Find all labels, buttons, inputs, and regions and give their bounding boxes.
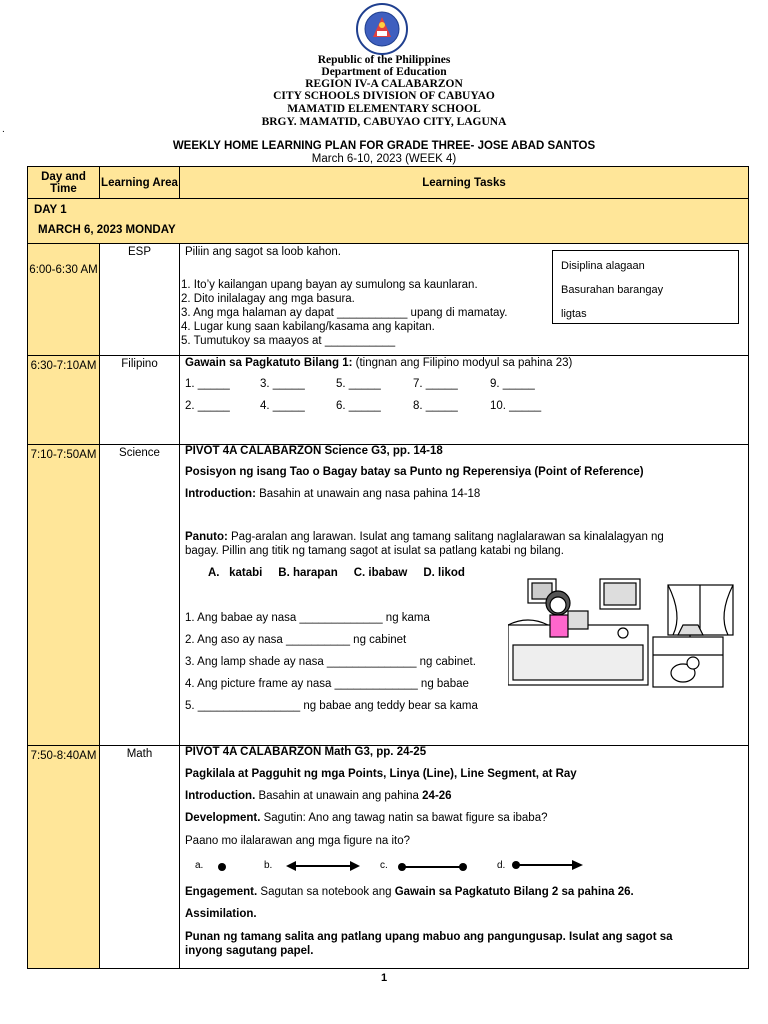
- figure-label-d: d.: [497, 860, 506, 871]
- figure-label-a: a.: [195, 860, 204, 871]
- figure-label-c: c.: [380, 860, 388, 871]
- esp-item-1: 1. Ito’y kailangan upang bayan ay sumulong sa kaunlaran.: [181, 279, 478, 291]
- filipino-time: 6:30-7:10AM: [28, 356, 100, 445]
- math-tasks: [180, 746, 749, 969]
- math-intro-text: Basahin at unawain ang pahina: [255, 790, 423, 802]
- esp-item-2: 2. Dito inilalagay ang mga basura.: [181, 293, 355, 305]
- filipino-blank-9: 9. _____: [490, 378, 535, 390]
- learning-plan-table: [27, 166, 749, 969]
- header-address: BRGY. MAMATID, CABUYAO CITY, LAGUNA: [261, 116, 507, 128]
- line-segment-figure: [398, 863, 467, 871]
- figure-label-b: b.: [264, 860, 273, 871]
- math-development: [185, 812, 548, 824]
- deped-seal-icon: [355, 3, 409, 55]
- math-dev-label: Development.: [185, 812, 261, 824]
- page-number: 1: [380, 972, 388, 984]
- filipino-blank-8: 8. _____: [413, 400, 458, 412]
- filipino-blank-5: 5. _____: [336, 378, 381, 390]
- esp-time: 6:00-6:30 AM: [28, 244, 100, 356]
- filipino-blank-6: 6. _____: [336, 400, 381, 412]
- esp-item-3: 3. Ang mga halaman ay dapat ___________ upang di mamatay.: [181, 307, 508, 319]
- header-region: REGION IV-A CALABARZON: [305, 78, 463, 90]
- math-area: Math: [100, 746, 180, 969]
- filipino-area: Filipino: [100, 356, 180, 445]
- science-intro-label: Introduction:: [185, 488, 256, 500]
- header-learning-area: Learning Area: [100, 167, 180, 199]
- day-date: MARCH 6, 2023 MONDAY: [38, 224, 176, 236]
- filipino-blank-4: 4. _____: [260, 400, 305, 412]
- science-item-3: 3. Ang lamp shade ay nasa ______________ ng cabinet.: [185, 656, 476, 668]
- math-final-line-1: Punan ng tamang salita ang patlang upang mabuo ang pangungusap. Isulat ang sagot sa: [185, 931, 673, 943]
- science-panuto-line2: bagay. Pillin ang titik ng tamang sagot at isulat sa patlang katabi ng bilang.: [185, 545, 564, 557]
- science-panuto: [185, 531, 664, 543]
- day-label: DAY 1: [34, 204, 67, 216]
- esp-item-4: 4. Lugar kung saan kabilang/kasama ang kapitan.: [181, 321, 435, 333]
- math-intro: [185, 790, 452, 802]
- filipino-heading-bold: Gawain sa Pagkatuto Bilang 1:: [185, 357, 353, 369]
- ray-figure: [512, 860, 583, 870]
- math-final-line-2: inyong sagutang papel.: [185, 945, 314, 957]
- filipino-heading: [185, 357, 572, 369]
- filipino-blank-2: 2. _____: [185, 400, 230, 412]
- header-republic: Republic of the Philippines: [317, 54, 451, 66]
- science-panuto-text: Pag-aralan ang larawan. Isulat ang tamang salitang naglalarawan sa kinalalagyan ng: [227, 531, 664, 543]
- header-learning-tasks: Learning Tasks: [180, 167, 749, 199]
- filipino-blank-3: 3. _____: [260, 378, 305, 390]
- science-choices: A. katabi B. harapan C. ibabaw D. likod: [208, 567, 465, 579]
- word-box-line-3: ligtas: [561, 308, 587, 320]
- math-eng-text: Sagutan sa notebook ang: [257, 886, 395, 898]
- page-title: WEEKLY HOME LEARNING PLAN FOR GRADE THREE- JOSE ABAD SANTOS: [172, 140, 596, 152]
- math-topic: Pagkilala at Pagguhit ng mga Points, Linya (Line), Line Segment, at Ray: [185, 768, 577, 780]
- line-figure: [286, 861, 360, 871]
- science-tasks: [180, 445, 749, 746]
- esp-area: ESP: [100, 244, 180, 356]
- esp-item-5: 5. Tumutukoy sa maayos at ___________: [181, 335, 396, 347]
- math-assimilation: Assimilation.: [185, 908, 257, 920]
- filipino-heading-rest: (tingnan ang Filipino modyul sa pahina 23): [352, 357, 573, 369]
- header-department: Department of Education: [321, 66, 447, 78]
- science-time: 7:10-7:50AM: [28, 445, 100, 746]
- math-time: 7:50-8:40AM: [28, 746, 100, 969]
- science-area: Science: [100, 445, 180, 746]
- page-subtitle: March 6-10, 2023 (WEEK 4): [311, 153, 457, 165]
- science-topic: Posisyon ng isang Tao o Bagay batay sa Punto ng Reperensiya (Point of Reference): [185, 466, 644, 478]
- bedroom-illustration: [508, 575, 738, 690]
- math-dev-text: Sagutin: Ano ang tawag natin sa bawat figure sa ibaba?: [260, 812, 548, 824]
- word-box-line-1: Disiplina alagaan: [561, 260, 645, 272]
- esp-instruction: Piliin ang sagot sa loob kahon.: [185, 246, 341, 258]
- science-item-1: 1. Ang babae ay nasa _____________ ng kama: [185, 612, 430, 624]
- filipino-blank-7: 7. _____: [413, 378, 458, 390]
- word-box-line-2: Basurahan barangay: [561, 284, 664, 296]
- stray-mark: .: [2, 124, 5, 135]
- math-intro-pages: 24-26: [422, 790, 452, 802]
- word-choice-box: [552, 250, 739, 324]
- math-source: PIVOT 4A CALABARZON Math G3, pp. 24-25: [185, 746, 427, 758]
- science-source: PIVOT 4A CALABARZON Science G3, pp. 14-18: [185, 445, 443, 457]
- science-intro-text: Basahin at unawain ang nasa pahina 14-18: [255, 488, 481, 500]
- header-school: MAMATID ELEMENTARY SCHOOL: [287, 103, 481, 115]
- filipino-tasks: [180, 356, 749, 445]
- science-panuto-label: Panuto:: [185, 531, 228, 543]
- header-division: CITY SCHOOLS DIVISION OF CABUYAO: [273, 90, 495, 102]
- science-item-2: 2. Ang aso ay nasa __________ ng cabinet: [185, 634, 407, 646]
- science-item-4: 4. Ang picture frame ay nasa _____________ ng babae: [185, 678, 469, 690]
- geometry-figures: [180, 856, 600, 876]
- math-eng-bold: Gawain sa Pagkatuto Bilang 2 sa pahina 26.: [394, 886, 634, 898]
- math-engagement: [185, 886, 634, 898]
- math-intro-label: Introduction.: [185, 790, 256, 802]
- esp-tasks: [180, 244, 749, 356]
- science-item-5: 5. ________________ ng babae ang teddy bear sa kama: [185, 700, 478, 712]
- math-question: Paano mo ilalarawan ang mga figure na ito?: [185, 835, 411, 847]
- math-eng-label: Engagement.: [185, 886, 258, 898]
- filipino-blank-1: 1. _____: [185, 378, 230, 390]
- science-intro: [185, 488, 480, 500]
- header-day-time: Day and Time: [28, 167, 100, 199]
- day-banner: [28, 199, 749, 244]
- filipino-blank-10: 10. _____: [490, 400, 542, 412]
- point-figure: [218, 863, 226, 871]
